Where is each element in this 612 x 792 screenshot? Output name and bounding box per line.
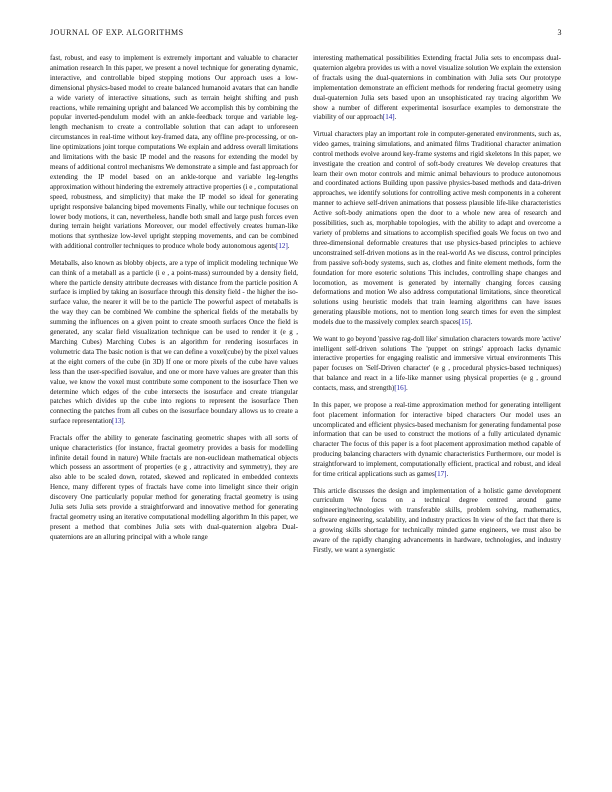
paragraph-text: Fractals offer the ability to generate fascinating geometric shapes with all sorts of unique characteristics (for instance, fractal geometry provides a basis for modelling infinite detail found in nature) While fractals are non-euclidean mathematical objects which possess an assortment of properties (e g , attractivity and symmetry), they are also able to be scaled down, rotated, skewed and replicated in embedded contexts Hence, many different types of fractals have come into limelight since their origin discovery One particularly popular method for generating fractal geometry is using Julia sets Julia sets provide a straightforward and innovative method for generating fractal geometry using an iterative computational modelling algorithm In this paper, we present a method that combines Julia sets with dual-quaternion algebra Dual-quaternions are an alluring principal with a whole range: [50, 433, 298, 541]
citation-link[interactable]: [12]: [276, 242, 288, 251]
citation-link[interactable]: [17]: [434, 470, 447, 479]
sentence-end: .: [470, 318, 473, 327]
paragraph: [50, 54, 298, 252]
sentence-end: .: [446, 470, 449, 479]
journal-title: JOURNAL OF EXP. ALGORITHMS: [50, 28, 184, 37]
running-header: [50, 28, 562, 40]
paragraph: [50, 434, 298, 543]
citation-link[interactable]: [16]: [394, 384, 406, 393]
sentence-end: .: [123, 417, 126, 426]
paragraph-text: In this paper, we propose a real-time approximation method for generating intelligent foot placement information for interactive biped characters Our model uses an uncomplicated and efficient physics-based mechanism for generating fundamental pose information that can be used to construct the motions of a fully articulated dynamic character The focus of this paper is a foot placement approximation method capable of producing balancing characters with dynamic characteristics Furthermore, our model is straightforward to implement, computationally efficient, practical and robust, and ideal for time critical applications such as games: [313, 400, 561, 479]
paragraph-text: We want to go beyond 'passive rag-doll like' simulation characters towards more 'active' intelligent self-driven solutions The 'puppet on strings' approach lacks dynamic interactive properties for engaging realistic and immersive virtual environments This paper focuses on 'Self-Driven character' (e g , procedural physics-based techniques) that balance and react in a life-like manner using physical properties (e g , ground contacts, mass, and strength): [313, 334, 561, 393]
citation-link[interactable]: [14]: [382, 113, 395, 122]
paragraph: [313, 335, 561, 394]
paragraph: [313, 401, 561, 480]
right-column: [313, 54, 561, 776]
citation-link[interactable]: [13]: [112, 417, 124, 426]
paragraph-text: Virtual characters play an important role in computer-generated environments, such as, video games, training simulations, and animated films Traditional character animation control methods evolve around key-frame systems and rigid skeletons In this paper, we investigate the creation and control of soft-body creatures We develop creatures that learn their own motor controls and mimic animal behaviours to produce autonomous and coordinated actions Building upon passive physics-based methods and data-driven approaches, we identify solutions for controlling active mesh components in a coherent manner to achieve self-driven animations that possess plausible life-like characteristics Active soft-body animations open the door to a whole new area of research and possibilities, such as, morphable topologies, with the ability to adapt and overcome a variety of problems and situations to accomplish specified goals We focus on two and three-dimensional deformable creatures that use physics-based principles to achieve unconstrained self-driven motions as in the real-world As we discuss, control principles from passive soft-body systems, such as, clothes and finite element methods, form the foundation for more esoteric solutions This includes, controlling shape changes and locomotion, as movement is generated by internally changing forces causing deformations and motion We also address computational limitations, since theoretical solutions using heuristic models that train learning algorithms can have issues generating plausible motions, not to mention long search times for even the simplest models due to the massively complex search spaces: [313, 129, 561, 327]
paragraph: [313, 130, 561, 328]
page-number: 3: [557, 28, 562, 37]
paragraph: [313, 54, 561, 123]
citation-link[interactable]: [15]: [458, 318, 471, 327]
sentence-end: .: [405, 384, 408, 393]
sentence-end: .: [394, 113, 397, 122]
paragraph-text: interesting mathematical possibilities Extending fractal Julia sets to encompass dual-quaternion algebra provides us with a novel visualize solution We explain the extension of fractals using the dual-quaternions in combination with Julia sets Our prototype implementation demonstrate an efficient methods for rendering fractal geometry using dual-quaternion Julia sets based upon an unsophisticated ray tracing algorithm We show a number of different experimental isosurface examples to demonstrate the viability of our approach: [313, 54, 561, 122]
paragraph: [313, 487, 561, 556]
paragraph: [50, 259, 298, 427]
paragraph-text: fast, robust, and easy to implement is extremely important and valuable to character animation research In this paper, we present a novel technique for generating dynamic, interactive, and controllable biped stepping motions Our approach uses a low-dimensional physics-based model to create balanced humanoid avatars that can handle a wide variety of interactive situations, such as terrain height shifting and push reactions, while remaining upright and balanced We accomplish this by combining the popular inverted-pendulum model with an ankle-feedback torque and variable leg-length mechanism to create a controllable solution that can adapt to unforeseen circumstances in real-time without key-framed data, any offline pre-processing, or on-line optimizations joint torque computations We explain and address overall limitations and limitations with the basic IP model and the reasons for extending the model by means of additional control mechanisms We demonstrate a simple and fast approach for extending the IP model based on an ankle-torque and variable leg-lengths approximation without hindering the extremely attractive properties (i e , computational speed, robustness, and simplicity) that make the IP model so ideal for generating upright responsive balancing biped movements Finally, while our technique focuses on lower body motions, it can, nevertheless, handle both small and large push forces even during terrain height variations Moreover, our model effectively creates human-like motions that synthesize low-level upright stepping movements, and can be combined with additional controller techniques to produce whole body autonomous agents: [50, 54, 298, 251]
paragraph-text: This article discusses the design and implementation of a holistic game development curriculum We focus on a technical degree centred around game engineering/technologies with transferable skills, problem solving, mathematics, software engineering, scalability, and industry practices In view of the fact that there is a growing skills shortage for technically minded game engineers, we must also be aware of the rapidly changing advancements in hardware, technologies, and industry Firstly, we want a synergistic: [313, 486, 561, 554]
paragraph-text: Metaballs, also known as blobby objects, are a type of implicit modeling technique We can think of a metaball as a particle (i e , a point-mass) surrounded by a density field, where the particle density attribute decreases with distance from the particle position A surface is implied by taking an isosurface through this density field - the higher the iso-surface value, the nearer it will be to the particle The powerful aspect of metaballs is the way they can be combined We combine the spherical fields of the metaballs by summing the influences on a given point to create smooth surfaces Once the field is generated, any scalar field visualization technique can be used to render it (e g , Marching Cubes) Marching Cubes is an algorithm for rendering isosurfaces in volumetric data The basic notion is that we can define a voxel(cube) by the pixel values at the eight corners of the cube (in 3D) If one or more pixels of the cube have values less than the user-specified isovalue, and one or more have values are greater than this value, we know the voxel must contribute some component to the isosurface Then we determine which edges of the cube intersects the isosurface and create triangular patches which divides up the cube into regions to represent the isosurface Then connecting the patches from all cubes on the isosurface boundary allows us to create a surface representation: [50, 258, 298, 426]
sentence-end: .: [287, 242, 290, 251]
left-column: [50, 54, 298, 776]
